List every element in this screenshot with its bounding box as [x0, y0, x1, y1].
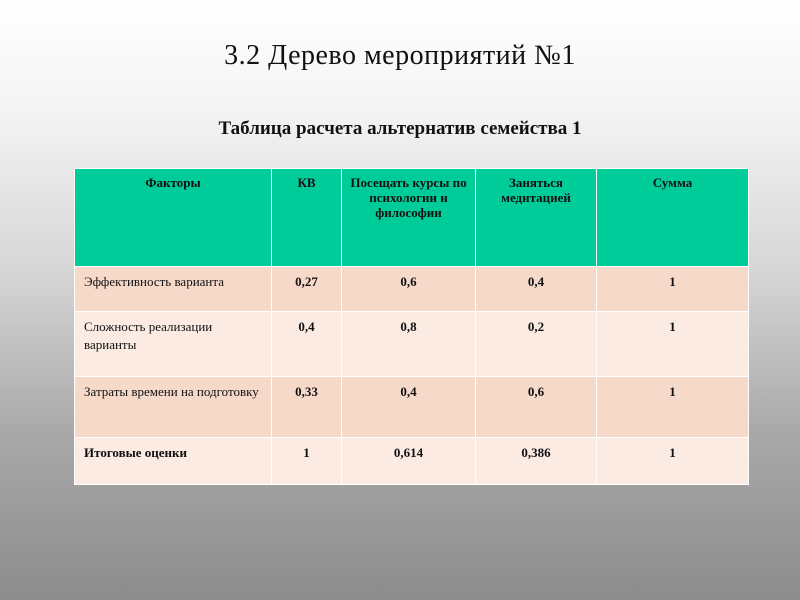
alternatives-table	[74, 168, 749, 485]
table-header-row	[75, 169, 749, 267]
table-row	[75, 267, 749, 312]
row-sum-value: 1	[597, 267, 749, 312]
row-kv-value: 1	[272, 438, 342, 485]
header-courses: Посещать курсы по психологии и философии	[342, 169, 476, 267]
row-factor-label: Сложность реализации варианты	[75, 312, 272, 377]
row-meditation-value: 0,6	[476, 377, 597, 438]
row-factor-label: Затраты времени на подготовку	[75, 377, 272, 438]
table-row-total	[75, 438, 749, 485]
header-factors: Факторы	[75, 169, 272, 267]
row-courses-value: 0,8	[342, 312, 476, 377]
table-caption: Таблица расчета альтернатив семейства 1	[218, 118, 582, 139]
row-kv-value: 0,4	[272, 312, 342, 377]
row-meditation-value: 0,4	[476, 267, 597, 312]
row-kv-value: 0,27	[272, 267, 342, 312]
slide-title: 3.2 Дерево мероприятий №1	[224, 40, 576, 71]
table-row	[75, 312, 749, 377]
row-factor-label: Итоговые оценки	[75, 438, 272, 485]
header-sum: Сумма	[597, 169, 749, 267]
header-meditation: Заняться медитацией	[476, 169, 597, 267]
row-sum-value: 1	[597, 312, 749, 377]
row-courses-value: 0,4	[342, 377, 476, 438]
row-sum-value: 1	[597, 377, 749, 438]
row-courses-value: 0,614	[342, 438, 476, 485]
header-kv: КВ	[272, 169, 342, 267]
table-row	[75, 377, 749, 438]
row-kv-value: 0,33	[272, 377, 342, 438]
row-sum-value: 1	[597, 438, 749, 485]
row-courses-value: 0,6	[342, 267, 476, 312]
row-factor-label: Эффективность варианта	[75, 267, 272, 312]
row-meditation-value: 0,2	[476, 312, 597, 377]
row-meditation-value: 0,386	[476, 438, 597, 485]
